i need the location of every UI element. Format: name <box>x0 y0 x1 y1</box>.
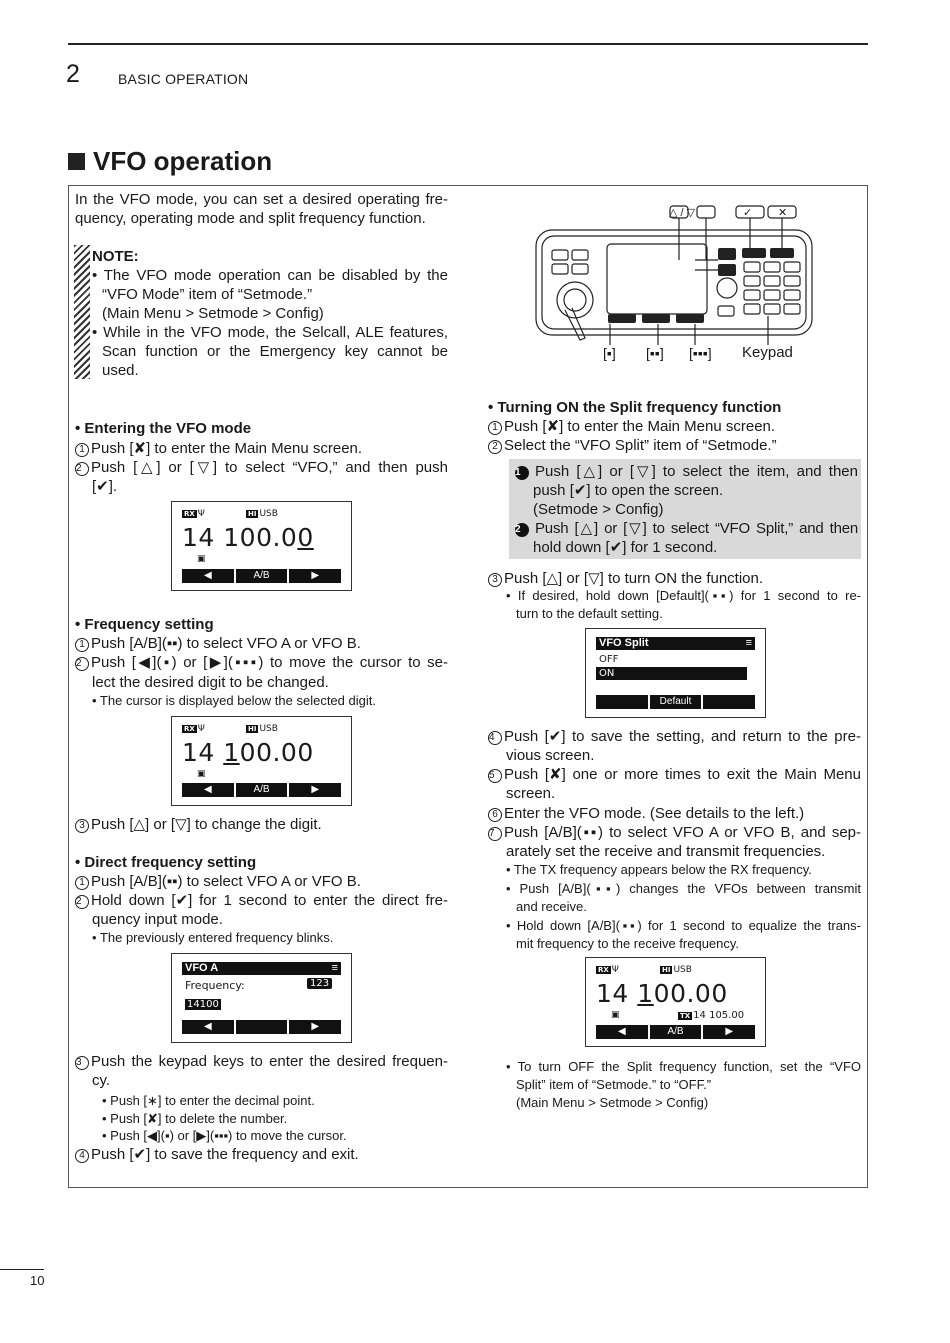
step-number-icon: 5 <box>488 769 502 783</box>
split-step-1: 1 Push [✘] to enter the Main Menu screen. <box>488 417 775 436</box>
step-number-icon: 3 <box>488 573 502 587</box>
split-end-1: • To turn OFF the Split frequency function, set the “VFO <box>506 1059 861 1074</box>
direct-step-1: 1 Push [A/B](▪▪) to select VFO A or VFO B. <box>75 872 361 891</box>
softkey-2-label: [▪▪] <box>646 345 664 361</box>
rx-indicator: RX <box>184 510 195 518</box>
softkey-bar: ◀ A/B ▶ <box>182 569 341 583</box>
split-step-4b: vious screen. <box>506 747 595 764</box>
split-sub-7b1: • Push [A/B](▪▪) changes the VFOs between transmit <box>506 881 861 896</box>
step-number-icon: 1 <box>488 421 502 435</box>
note-line: • While in the VFO mode, the Selcall, ALE features, <box>92 324 448 341</box>
hi-indicator: HI <box>248 510 257 518</box>
square-bullet-icon <box>68 153 85 170</box>
softkey-3-label: [▪▪▪] <box>689 345 712 361</box>
frequency-display: 14 100.00 <box>182 738 314 767</box>
direct-step-4: 4 Push [✔] to save the frequency and exit. <box>75 1145 359 1164</box>
freq-sub: • The cursor is displayed below the selected digit. <box>92 693 376 708</box>
split-sub-3a: • If desired, hold down [Default](▪▪) for 1 second to re- <box>506 588 861 603</box>
direct-step-2: 2 Hold down [✔] for 1 second to enter the direct fre- <box>76 892 448 909</box>
step-number-icon: 1 <box>75 876 89 890</box>
tx-frequency: 14 105.00 <box>693 1010 745 1021</box>
split-end-3: (Main Menu > Setmode > Config) <box>516 1095 709 1110</box>
softkey-bar: Default <box>596 695 755 709</box>
softkey-1-label: [▪] <box>603 345 616 361</box>
step-number-icon: 3 <box>75 819 89 833</box>
split-step-2: 2 Select the “VFO Split” item of “Setmode.” <box>488 436 777 455</box>
split-sub-7a: • The TX frequency appears below the RX frequency. <box>506 862 812 877</box>
ok-key-icon: ✓ <box>743 207 753 219</box>
header-rule <box>68 43 868 45</box>
substep-1: 1 Push [△] or [▽] to select the item, and then <box>515 463 858 480</box>
memory-icon: ▣ <box>197 554 206 564</box>
softkey-bar: ◀ ▶ <box>182 1020 341 1034</box>
antenna-icon: Ψ <box>197 509 205 519</box>
intro-line-1: In the VFO mode, you can set a desired operating fre- <box>75 191 448 208</box>
lcd-vfo-screen <box>171 501 352 591</box>
option-on-selected: ON <box>596 667 747 680</box>
updown-keys-label: △/▽ <box>669 207 698 219</box>
chapter-title: BASIC OPERATION <box>118 71 249 87</box>
substep-2b: hold down [✔] for 1 second. <box>533 539 718 556</box>
note-hatch-icon <box>74 245 90 379</box>
split-end-2: Split” item of “Setmode.” to “OFF.” <box>516 1077 712 1092</box>
direct-title: • Direct frequency setting <box>75 854 257 871</box>
direct-step-2b: quency input mode. <box>92 911 223 928</box>
frequency-display: 14 100.00 <box>596 979 728 1008</box>
substep-2: 2 Push [△] or [▽] to select “VFO Split,” and then <box>515 520 858 537</box>
direct-step-3: 3 Push the keypad keys to enter the desired frequen- <box>76 1053 448 1070</box>
mode-label: USB <box>259 509 278 519</box>
split-step-5: 5 Push [✘] one or more times to exit the Main Menu <box>489 766 861 783</box>
split-step-7: 7 Push [A/B](▪▪) to select VFO A or VFO B, and sep- <box>489 824 861 841</box>
lcd-cursor-screen: RX Ψ HI USB 14 100.00 ▣ ◀ A/B ▶ <box>171 716 352 806</box>
cancel-key-icon: ✕ <box>778 207 788 219</box>
step-number-icon: 2 <box>75 657 89 671</box>
split-sub-3b: turn to the default setting. <box>516 606 663 621</box>
entering-title: • Entering the VFO mode <box>75 420 252 437</box>
split-title: • Turning ON the Split frequency function <box>488 399 782 416</box>
antenna-icon: Ψ <box>197 724 205 734</box>
footer-rule <box>0 1269 44 1270</box>
entering-step-2: 2 Push [△] or [▽] to select “VFO,” and then push <box>76 459 448 476</box>
direct-sub-1: • Push [∗] to enter the decimal point. <box>102 1093 315 1108</box>
step-number-icon: 3 <box>75 1056 89 1070</box>
step-number-icon: 6 <box>488 808 502 822</box>
lcd-direct-screen: VFO A ≡ Frequency: 123 14100 ◀ ▶ <box>171 953 352 1043</box>
note-line: Scan function or the Emergency key cannot be <box>102 343 448 360</box>
direct-sub-2: • Push [✘] to delete the number. <box>102 1111 288 1126</box>
freq-step-2: 2 Push [◀](▪) or [▶](▪▪▪) to move the cursor to se- <box>76 654 448 671</box>
option-off: OFF <box>599 654 619 665</box>
memory-icon: ▣ <box>197 769 206 779</box>
memory-icon: ▣ <box>611 1010 620 1020</box>
note-line: (Main Menu > Setmode > Config) <box>102 305 324 322</box>
section-title-text: VFO operation <box>93 146 273 176</box>
screen-title-bar: VFO Split ≡ <box>596 637 755 650</box>
entering-step-1: 1 Push [✘] to enter the Main Menu screen. <box>75 439 362 458</box>
substep-1c: (Setmode > Config) <box>533 501 664 518</box>
note-line: • The VFO mode operation can be disabled by the <box>92 267 448 284</box>
split-step-3: 3 Push [△] or [▽] to turn ON the function. <box>488 569 763 588</box>
freq-step-2b: lect the desired digit to be changed. <box>92 674 329 691</box>
substep-number-icon: 1 <box>515 466 529 480</box>
antenna-icon: Ψ <box>611 965 619 975</box>
step-number-icon: 4 <box>488 731 502 745</box>
step-number-icon: 4 <box>75 1149 89 1163</box>
freq-step-1: 1 Push [A/B](▪▪) to select VFO A or VFO B. <box>75 634 361 653</box>
intro-line-2: quency, operating mode and split frequency function. <box>75 210 426 227</box>
split-sub-7c2: mit frequency to the receive frequency. <box>516 936 740 951</box>
direct-sub: • The previously entered frequency blinks. <box>92 930 334 945</box>
frequency-display: 14 100.00 <box>182 523 314 552</box>
substep-1b: push [✔] to open the screen. <box>533 482 724 499</box>
note-line: “VFO Mode” item of “Setmode.” <box>102 286 313 303</box>
section-title <box>68 146 272 177</box>
split-step-4: 4 Push [✔] to save the setting, and return to the pre- <box>489 728 861 745</box>
substep-number-icon: 2 <box>515 523 529 537</box>
step-number-icon: 2 <box>75 895 89 909</box>
split-sub-7c1: • Hold down [A/B](▪▪) for 1 second to equalize the trans- <box>506 918 861 933</box>
note-title: NOTE: <box>92 248 139 265</box>
chapter-number: 2 <box>66 60 80 88</box>
page-number: 10 <box>30 1273 45 1288</box>
direct-step-3b: cy. <box>92 1072 111 1089</box>
note-line: used. <box>102 362 139 379</box>
split-step-7b: arately set the receive and transmit frequencies. <box>506 843 826 860</box>
keypad-label: Keypad <box>742 344 793 361</box>
step-number-icon: 1 <box>75 443 89 457</box>
freq-title: • Frequency setting <box>75 616 214 633</box>
step-number-icon: 2 <box>75 462 89 476</box>
lcd-split-screen <box>585 628 766 718</box>
split-step-6: 6 Enter the VFO mode. (See details to the left.) <box>488 804 804 823</box>
lcd-tx-screen: RX Ψ HI USB 14 100.00 ▣ TX 14 105.00 ◀ A/B ▶ <box>585 957 766 1047</box>
entering-step-2b: [✔]. <box>92 478 118 495</box>
step-number-icon: 2 <box>488 440 502 454</box>
split-step-5b: screen. <box>506 785 556 802</box>
direct-sub-3: • Push [◀](▪) or [▶](▪▪▪) to move the cursor. <box>102 1128 347 1143</box>
split-sub-7b2: and receive. <box>516 899 587 914</box>
screen-title-bar: VFO A ≡ <box>182 962 341 975</box>
freq-step-3: 3 Push [△] or [▽] to change the digit. <box>75 815 322 834</box>
tx-indicator: TX <box>680 1012 691 1020</box>
step-number-icon: 7 <box>488 827 502 841</box>
softkey-bar: ◀ A/B ▶ <box>596 1025 755 1039</box>
step-number-icon: 1 <box>75 638 89 652</box>
softkey-bar: ◀ A/B ▶ <box>182 783 341 797</box>
